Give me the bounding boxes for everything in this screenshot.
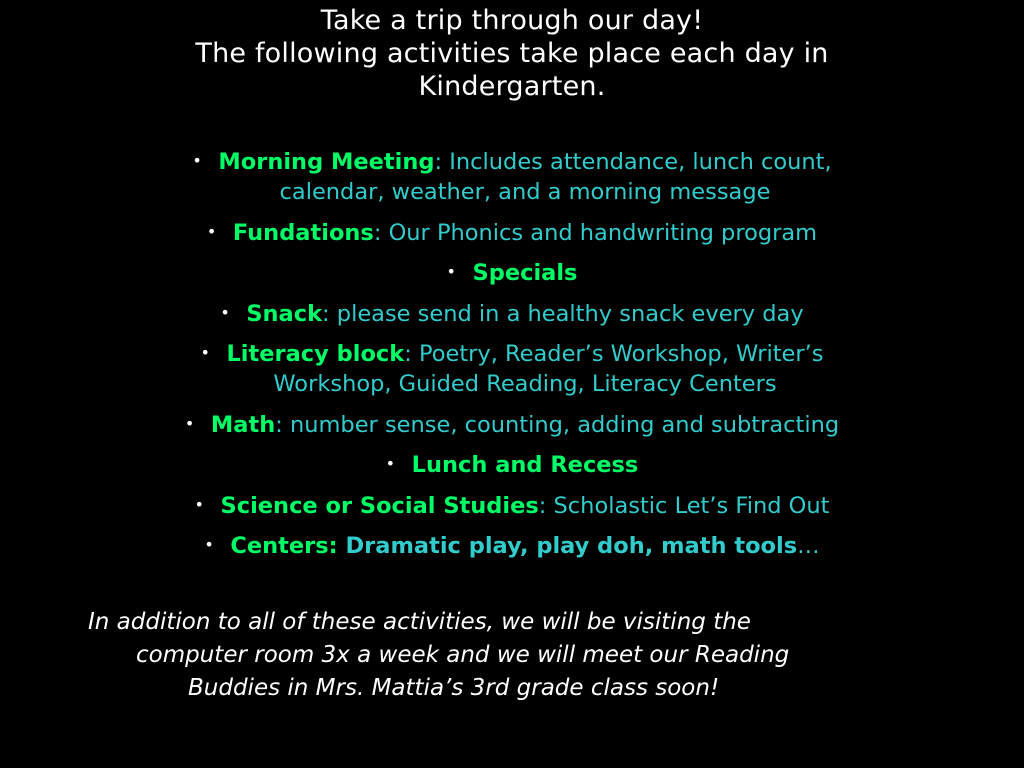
title-line-3: Kindergarten. <box>418 71 606 102</box>
item-label: Science or Social Studies <box>220 492 539 519</box>
item-description: number sense, counting, adding and subtracting <box>282 411 840 438</box>
bullet-icon: • <box>204 535 214 554</box>
bullet-icon: • <box>206 221 217 241</box>
list-item-centers <box>60 530 964 561</box>
item-label: Specials <box>472 260 578 286</box>
list-item-lunch-and-recess <box>60 449 964 480</box>
bullet-icon: • <box>220 302 230 322</box>
item-label: Literacy block <box>226 341 405 367</box>
title-line-2: The following activities take place each day in <box>195 38 829 69</box>
item-description: please send in a healthy snack every day <box>329 300 804 327</box>
footer-line-2: computer room 3x a week and we will meet our Reading <box>136 642 790 668</box>
item-label: Snack <box>246 300 323 327</box>
title-line-1: Take a trip through our day! <box>320 5 704 36</box>
activities-list <box>60 146 964 571</box>
item-description: Includes attendance, lunch count, <box>442 149 832 175</box>
bullet-icon: • <box>184 413 195 433</box>
footer-line-3: Buddies in Mrs. Mattia’s 3rd grade class soon! <box>188 675 720 701</box>
item-separator: : <box>404 341 412 367</box>
item-label: Math <box>210 411 276 438</box>
slide-title <box>60 4 964 103</box>
item-description-ellipsis: … <box>797 533 820 559</box>
item-label: Morning Meeting <box>218 149 435 175</box>
item-separator: : <box>538 492 547 519</box>
list-item-math <box>60 409 964 440</box>
item-description: Poetry, Reader’s Workshop, Writer’s <box>411 341 824 367</box>
list-item-specials <box>60 257 964 288</box>
item-description: Dramatic play, play doh, math tools <box>337 533 798 559</box>
bullet-icon: • <box>192 151 202 170</box>
item-description: Scholastic Let’s Find Out <box>546 492 830 519</box>
bullet-icon: • <box>194 494 204 514</box>
list-item-literacy-block <box>60 338 964 399</box>
list-item-morning-meeting <box>60 146 964 207</box>
item-separator: : <box>322 300 330 327</box>
item-label: Lunch and Recess <box>411 452 639 478</box>
item-separator: : <box>275 411 283 438</box>
item-separator: : <box>434 149 443 175</box>
item-separator: : <box>373 219 382 246</box>
list-item-fundations <box>60 217 964 248</box>
bullet-icon: • <box>446 262 456 281</box>
item-label: Centers: <box>230 533 338 559</box>
bullet-icon: • <box>200 343 210 362</box>
item-description: Our Phonics and handwriting program <box>381 219 818 246</box>
item-label: Fundations <box>232 219 374 246</box>
list-item-snack <box>60 298 964 329</box>
list-item-science-social-studies <box>60 490 964 521</box>
footer-line-1: In addition to all of these activities, we will be visiting the <box>88 609 751 635</box>
footer-note <box>88 606 918 705</box>
item-description-continued: Workshop, Guided Reading, Literacy Centers <box>273 371 777 397</box>
bullet-icon: • <box>385 454 396 473</box>
item-description-continued: calendar, weather, and a morning message <box>279 179 771 205</box>
